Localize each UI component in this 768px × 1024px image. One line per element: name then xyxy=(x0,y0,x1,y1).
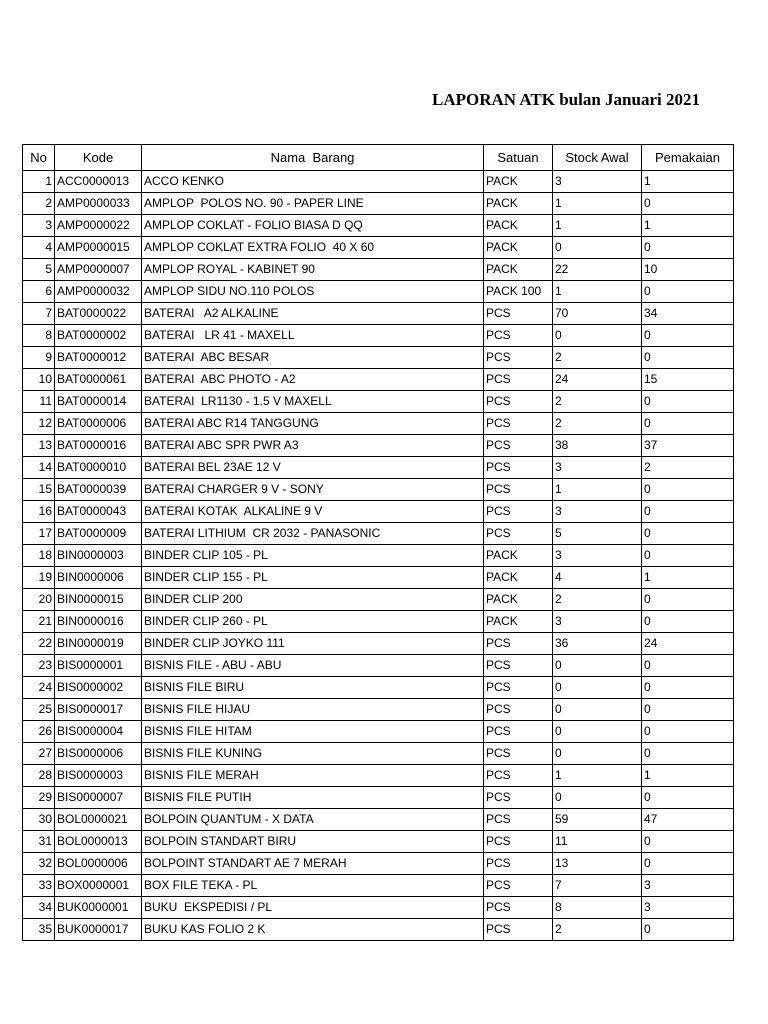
table-row xyxy=(23,281,734,303)
cell-no: 19 xyxy=(23,567,55,589)
cell-nama: BINDER CLIP 105 - PL xyxy=(142,545,484,567)
cell-satuan: PCS xyxy=(484,743,553,765)
cell-stock-awal: 0 xyxy=(553,325,642,347)
cell-pemakaian: 0 xyxy=(642,501,734,523)
cell-satuan: PCS xyxy=(484,721,553,743)
cell-nama: BISNIS FILE KUNING xyxy=(142,743,484,765)
cell-no: 27 xyxy=(23,743,55,765)
cell-kode: BAT0000016 xyxy=(55,435,142,457)
cell-no: 25 xyxy=(23,699,55,721)
cell-no: 26 xyxy=(23,721,55,743)
cell-pemakaian: 0 xyxy=(642,611,734,633)
cell-pemakaian: 0 xyxy=(642,479,734,501)
cell-stock-awal: 2 xyxy=(553,413,642,435)
cell-stock-awal: 3 xyxy=(553,545,642,567)
cell-satuan: PACK xyxy=(484,611,553,633)
cell-nama: BATERAI LR 41 - MAXELL xyxy=(142,325,484,347)
cell-kode: BIN0000016 xyxy=(55,611,142,633)
cell-pemakaian: 0 xyxy=(642,699,734,721)
cell-pemakaian: 0 xyxy=(642,281,734,303)
cell-nama: AMPLOP ROYAL - KABINET 90 xyxy=(142,259,484,281)
table-row xyxy=(23,171,734,193)
table-row xyxy=(23,237,734,259)
cell-nama: BATERAI LITHIUM CR 2032 - PANASONIC xyxy=(142,523,484,545)
cell-pemakaian: 0 xyxy=(642,721,734,743)
cell-kode: BAT0000061 xyxy=(55,369,142,391)
cell-no: 17 xyxy=(23,523,55,545)
cell-satuan: PCS xyxy=(484,831,553,853)
table-row xyxy=(23,897,734,919)
cell-kode: BAT0000006 xyxy=(55,413,142,435)
cell-no: 4 xyxy=(23,237,55,259)
cell-no: 21 xyxy=(23,611,55,633)
cell-nama: BISNIS FILE BIRU xyxy=(142,677,484,699)
cell-stock-awal: 1 xyxy=(553,215,642,237)
cell-no: 14 xyxy=(23,457,55,479)
cell-kode: BAT0000039 xyxy=(55,479,142,501)
cell-stock-awal: 8 xyxy=(553,897,642,919)
cell-satuan: PCS xyxy=(484,501,553,523)
cell-no: 33 xyxy=(23,875,55,897)
table-row xyxy=(23,831,734,853)
cell-stock-awal: 0 xyxy=(553,721,642,743)
cell-no: 16 xyxy=(23,501,55,523)
cell-no: 22 xyxy=(23,633,55,655)
cell-stock-awal: 0 xyxy=(553,237,642,259)
table-row xyxy=(23,259,734,281)
cell-nama: BINDER CLIP 155 - PL xyxy=(142,567,484,589)
table-row xyxy=(23,787,734,809)
cell-pemakaian: 2 xyxy=(642,457,734,479)
cell-kode: BIS0000001 xyxy=(55,655,142,677)
cell-stock-awal: 0 xyxy=(553,677,642,699)
table-row xyxy=(23,721,734,743)
cell-kode: BUK0000001 xyxy=(55,897,142,919)
cell-satuan: PCS xyxy=(484,303,553,325)
cell-stock-awal: 2 xyxy=(553,589,642,611)
cell-no: 23 xyxy=(23,655,55,677)
cell-satuan: PCS xyxy=(484,875,553,897)
cell-nama: BATERAI A2 ALKALINE xyxy=(142,303,484,325)
cell-nama: BISNIS FILE HIJAU xyxy=(142,699,484,721)
cell-no: 5 xyxy=(23,259,55,281)
cell-stock-awal: 5 xyxy=(553,523,642,545)
cell-kode: BOL0000021 xyxy=(55,809,142,831)
cell-pemakaian: 0 xyxy=(642,391,734,413)
cell-nama: BATERAI BEL 23AE 12 V xyxy=(142,457,484,479)
table-row xyxy=(23,457,734,479)
table-row xyxy=(23,589,734,611)
cell-satuan: PACK xyxy=(484,193,553,215)
table-row xyxy=(23,347,734,369)
cell-nama: BATERAI LR1130 - 1.5 V MAXELL xyxy=(142,391,484,413)
cell-stock-awal: 3 xyxy=(553,457,642,479)
cell-kode: AMP0000033 xyxy=(55,193,142,215)
cell-stock-awal: 24 xyxy=(553,369,642,391)
cell-no: 18 xyxy=(23,545,55,567)
cell-kode: BAT0000002 xyxy=(55,325,142,347)
inventory-table xyxy=(22,144,734,941)
cell-satuan: PCS xyxy=(484,919,553,941)
cell-satuan: PACK 100 xyxy=(484,281,553,303)
cell-no: 24 xyxy=(23,677,55,699)
cell-kode: AMP0000007 xyxy=(55,259,142,281)
table-row xyxy=(23,677,734,699)
cell-nama: BATERAI ABC BESAR xyxy=(142,347,484,369)
table-row xyxy=(23,545,734,567)
cell-pemakaian: 1 xyxy=(642,567,734,589)
cell-no: 35 xyxy=(23,919,55,941)
cell-stock-awal: 3 xyxy=(553,171,642,193)
col-header-satuan: Satuan xyxy=(484,145,553,171)
table-row xyxy=(23,853,734,875)
cell-nama: BOLPOIN QUANTUM - X DATA xyxy=(142,809,484,831)
cell-no: 2 xyxy=(23,193,55,215)
cell-satuan: PCS xyxy=(484,809,553,831)
cell-pemakaian: 1 xyxy=(642,215,734,237)
cell-kode: BIN0000003 xyxy=(55,545,142,567)
cell-satuan: PCS xyxy=(484,369,553,391)
cell-no: 6 xyxy=(23,281,55,303)
cell-kode: BOL0000006 xyxy=(55,853,142,875)
table-row xyxy=(23,303,734,325)
col-header-pakai: Pemakaian xyxy=(642,145,734,171)
cell-satuan: PCS xyxy=(484,457,553,479)
table-row xyxy=(23,875,734,897)
cell-nama: BUKU EKSPEDISI / PL xyxy=(142,897,484,919)
cell-stock-awal: 7 xyxy=(553,875,642,897)
cell-stock-awal: 11 xyxy=(553,831,642,853)
header-row xyxy=(23,145,734,171)
cell-no: 20 xyxy=(23,589,55,611)
cell-stock-awal: 2 xyxy=(553,391,642,413)
cell-satuan: PACK xyxy=(484,171,553,193)
cell-no: 3 xyxy=(23,215,55,237)
cell-pemakaian: 0 xyxy=(642,743,734,765)
cell-satuan: PCS xyxy=(484,633,553,655)
table-header xyxy=(23,145,734,171)
cell-kode: BIS0000017 xyxy=(55,699,142,721)
cell-kode: BIN0000015 xyxy=(55,589,142,611)
cell-kode: BOL0000013 xyxy=(55,831,142,853)
cell-satuan: PCS xyxy=(484,391,553,413)
cell-pemakaian: 10 xyxy=(642,259,734,281)
cell-no: 11 xyxy=(23,391,55,413)
col-header-nama: Nama Barang xyxy=(142,145,484,171)
cell-stock-awal: 1 xyxy=(553,479,642,501)
table-row xyxy=(23,325,734,347)
cell-satuan: PCS xyxy=(484,413,553,435)
cell-nama: BOLPOIN STANDART BIRU xyxy=(142,831,484,853)
cell-nama: BOX FILE TEKA - PL xyxy=(142,875,484,897)
table-row xyxy=(23,193,734,215)
cell-kode: BIS0000006 xyxy=(55,743,142,765)
col-header-stock: Stock Awal xyxy=(553,145,642,171)
cell-pemakaian: 1 xyxy=(642,765,734,787)
cell-no: 29 xyxy=(23,787,55,809)
cell-nama: AMPLOP SIDU NO.110 POLOS xyxy=(142,281,484,303)
report-title: LAPORAN ATK bulan Januari 2021 xyxy=(432,90,700,109)
cell-stock-awal: 3 xyxy=(553,611,642,633)
cell-stock-awal: 0 xyxy=(553,655,642,677)
cell-pemakaian: 0 xyxy=(642,325,734,347)
table-row xyxy=(23,567,734,589)
cell-nama: BOLPOINT STANDART AE 7 MERAH xyxy=(142,853,484,875)
cell-kode: BIN0000006 xyxy=(55,567,142,589)
table-row xyxy=(23,633,734,655)
cell-stock-awal: 22 xyxy=(553,259,642,281)
cell-satuan: PCS xyxy=(484,897,553,919)
table-row xyxy=(23,743,734,765)
cell-satuan: PCS xyxy=(484,765,553,787)
cell-no: 10 xyxy=(23,369,55,391)
table-row xyxy=(23,655,734,677)
cell-stock-awal: 38 xyxy=(553,435,642,457)
cell-stock-awal: 36 xyxy=(553,633,642,655)
table-row xyxy=(23,611,734,633)
cell-pemakaian: 0 xyxy=(642,347,734,369)
table-row xyxy=(23,479,734,501)
cell-satuan: PCS xyxy=(484,787,553,809)
cell-pemakaian: 0 xyxy=(642,655,734,677)
cell-pemakaian: 0 xyxy=(642,787,734,809)
cell-kode: BIS0000003 xyxy=(55,765,142,787)
cell-satuan: PCS xyxy=(484,347,553,369)
cell-nama: BINDER CLIP JOYKO 111 xyxy=(142,633,484,655)
cell-no: 28 xyxy=(23,765,55,787)
cell-no: 1 xyxy=(23,171,55,193)
cell-kode: AMP0000032 xyxy=(55,281,142,303)
table-row xyxy=(23,501,734,523)
cell-nama: BISNIS FILE MERAH xyxy=(142,765,484,787)
cell-kode: AMP0000022 xyxy=(55,215,142,237)
table-row xyxy=(23,435,734,457)
cell-pemakaian: 0 xyxy=(642,523,734,545)
cell-kode: BAT0000014 xyxy=(55,391,142,413)
cell-pemakaian: 0 xyxy=(642,589,734,611)
col-header-kode: Kode xyxy=(55,145,142,171)
table-row xyxy=(23,369,734,391)
cell-no: 12 xyxy=(23,413,55,435)
cell-nama: BATERAI ABC SPR PWR A3 xyxy=(142,435,484,457)
cell-no: 34 xyxy=(23,897,55,919)
cell-kode: BUK0000017 xyxy=(55,919,142,941)
cell-satuan: PACK xyxy=(484,567,553,589)
cell-satuan: PACK xyxy=(484,589,553,611)
table-row xyxy=(23,523,734,545)
cell-pemakaian: 0 xyxy=(642,193,734,215)
cell-nama: BINDER CLIP 200 xyxy=(142,589,484,611)
cell-kode: BAT0000012 xyxy=(55,347,142,369)
cell-no: 31 xyxy=(23,831,55,853)
cell-kode: BOX0000001 xyxy=(55,875,142,897)
cell-pemakaian: 34 xyxy=(642,303,734,325)
cell-nama: BATERAI KOTAK ALKALINE 9 V xyxy=(142,501,484,523)
cell-no: 9 xyxy=(23,347,55,369)
cell-satuan: PACK xyxy=(484,237,553,259)
cell-pemakaian: 0 xyxy=(642,831,734,853)
cell-nama: AMPLOP POLOS NO. 90 - PAPER LINE xyxy=(142,193,484,215)
cell-stock-awal: 2 xyxy=(553,347,642,369)
cell-nama: AMPLOP COKLAT - FOLIO BIASA D QQ xyxy=(142,215,484,237)
cell-satuan: PCS xyxy=(484,699,553,721)
table-row xyxy=(23,215,734,237)
cell-pemakaian: 0 xyxy=(642,919,734,941)
cell-kode: BIS0000007 xyxy=(55,787,142,809)
cell-stock-awal: 2 xyxy=(553,919,642,941)
cell-nama: BUKU KAS FOLIO 2 K xyxy=(142,919,484,941)
cell-stock-awal: 70 xyxy=(553,303,642,325)
cell-no: 15 xyxy=(23,479,55,501)
cell-satuan: PACK xyxy=(484,259,553,281)
cell-nama: BISNIS FILE HITAM xyxy=(142,721,484,743)
cell-pemakaian: 37 xyxy=(642,435,734,457)
cell-no: 7 xyxy=(23,303,55,325)
cell-pemakaian: 3 xyxy=(642,897,734,919)
cell-pemakaian: 1 xyxy=(642,171,734,193)
cell-satuan: PCS xyxy=(484,325,553,347)
cell-pemakaian: 0 xyxy=(642,545,734,567)
table-row xyxy=(23,391,734,413)
cell-nama: AMPLOP COKLAT EXTRA FOLIO 40 X 60 xyxy=(142,237,484,259)
cell-stock-awal: 4 xyxy=(553,567,642,589)
cell-kode: BIS0000004 xyxy=(55,721,142,743)
cell-kode: AMP0000015 xyxy=(55,237,142,259)
cell-satuan: PCS xyxy=(484,523,553,545)
cell-stock-awal: 0 xyxy=(553,699,642,721)
cell-nama: BATERAI ABC PHOTO - A2 xyxy=(142,369,484,391)
cell-nama: ACCO KENKO xyxy=(142,171,484,193)
cell-kode: BAT0000009 xyxy=(55,523,142,545)
cell-stock-awal: 1 xyxy=(553,193,642,215)
cell-kode: BAT0000043 xyxy=(55,501,142,523)
cell-stock-awal: 0 xyxy=(553,743,642,765)
cell-pemakaian: 3 xyxy=(642,875,734,897)
cell-pemakaian: 0 xyxy=(642,853,734,875)
cell-pemakaian: 0 xyxy=(642,237,734,259)
cell-pemakaian: 24 xyxy=(642,633,734,655)
cell-stock-awal: 13 xyxy=(553,853,642,875)
cell-nama: BATERAI CHARGER 9 V - SONY xyxy=(142,479,484,501)
cell-kode: BIS0000002 xyxy=(55,677,142,699)
table-row xyxy=(23,699,734,721)
cell-satuan: PACK xyxy=(484,215,553,237)
col-header-no: No xyxy=(23,145,55,171)
table-row xyxy=(23,413,734,435)
cell-stock-awal: 3 xyxy=(553,501,642,523)
cell-nama: BISNIS FILE PUTIH xyxy=(142,787,484,809)
cell-satuan: PACK xyxy=(484,545,553,567)
cell-pemakaian: 0 xyxy=(642,413,734,435)
cell-satuan: PCS xyxy=(484,677,553,699)
table-row xyxy=(23,765,734,787)
cell-no: 30 xyxy=(23,809,55,831)
cell-nama: BATERAI ABC R14 TANGGUNG xyxy=(142,413,484,435)
cell-nama: BISNIS FILE - ABU - ABU xyxy=(142,655,484,677)
cell-stock-awal: 0 xyxy=(553,787,642,809)
cell-pemakaian: 47 xyxy=(642,809,734,831)
table-body xyxy=(23,171,734,941)
cell-no: 8 xyxy=(23,325,55,347)
cell-no: 13 xyxy=(23,435,55,457)
cell-nama: BINDER CLIP 260 - PL xyxy=(142,611,484,633)
cell-satuan: PCS xyxy=(484,853,553,875)
cell-no: 32 xyxy=(23,853,55,875)
cell-satuan: PCS xyxy=(484,655,553,677)
cell-kode: BIN0000019 xyxy=(55,633,142,655)
cell-satuan: PCS xyxy=(484,435,553,457)
cell-stock-awal: 59 xyxy=(553,809,642,831)
cell-kode: ACC0000013 xyxy=(55,171,142,193)
cell-pemakaian: 0 xyxy=(642,677,734,699)
cell-stock-awal: 1 xyxy=(553,765,642,787)
table-row xyxy=(23,809,734,831)
cell-satuan: PCS xyxy=(484,479,553,501)
table-row xyxy=(23,919,734,941)
cell-pemakaian: 15 xyxy=(642,369,734,391)
cell-stock-awal: 1 xyxy=(553,281,642,303)
cell-kode: BAT0000022 xyxy=(55,303,142,325)
cell-kode: BAT0000010 xyxy=(55,457,142,479)
